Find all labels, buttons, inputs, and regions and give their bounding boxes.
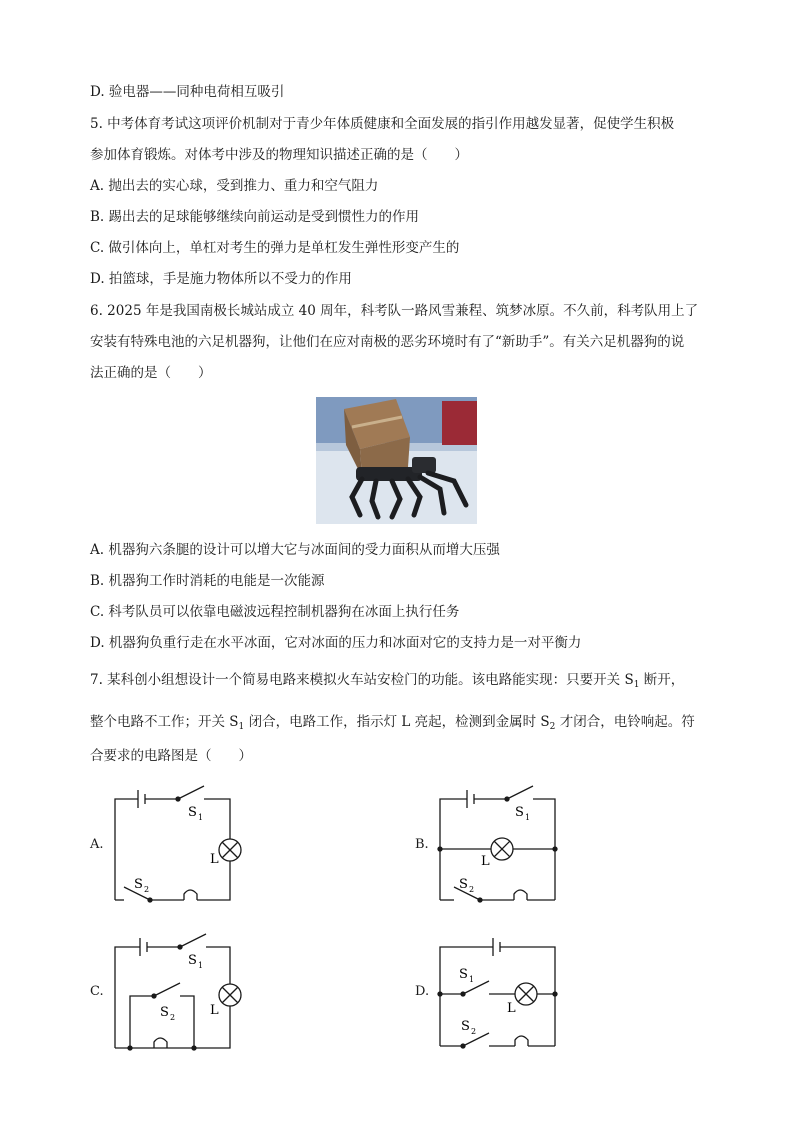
label-s1-sub: 1: [198, 813, 204, 822]
q7-stem-line1: [90, 671, 684, 694]
bell-icon: [154, 1038, 167, 1048]
circuit-diagram-c: [108, 928, 248, 1056]
q7-option-b-label: B.: [415, 837, 429, 852]
label-s2: S: [459, 877, 468, 892]
label-s2-sub: 2: [170, 1013, 176, 1022]
q6-stem-line2: 安装有特殊电池的六足机器狗，让他们在应对南极的恶劣环境时有了“新助手”。有关六足机器狗的说: [90, 334, 685, 350]
q5-stem-line1: 5. 中考体育考试这项评价机制对于青少年体质健康和全面发展的指引作用越发显著，促使学生积极: [90, 116, 675, 132]
q6-option-c: C. 科考队员可以依靠电磁波远程控制机器狗在冰面上执行任务: [90, 604, 460, 620]
switch-s2-icon: [465, 1033, 489, 1045]
label-lamp: L: [507, 1001, 516, 1016]
q7-stem2-text-b: 闭合，电路工作，指示灯 L 亮起，检测到金属时 S: [244, 714, 550, 730]
q5-stem-line2: 参加体育锻炼。对体考中涉及的物理知识描述正确的是（ ）: [90, 147, 468, 163]
switch-s2-icon: [156, 983, 180, 995]
switch-s1-icon: [180, 786, 204, 798]
bell-icon: [184, 890, 197, 900]
label-s2: S: [461, 1019, 470, 1034]
label-s2: S: [160, 1005, 169, 1020]
circuit-diagram-a: [110, 782, 250, 910]
q7-stem1-text-b: 断开，: [639, 672, 685, 688]
q6-stem-line3: 法正确的是（ ）: [90, 365, 212, 381]
robot-dog-photo: [316, 397, 477, 524]
label-s1-sub: 1: [469, 975, 475, 984]
label-s1: S: [188, 953, 197, 968]
label-s1-sub: 1: [525, 813, 531, 822]
circuit-diagram-b: [435, 782, 565, 910]
q6-option-d: D. 机器狗负重行走在水平冰面，它对冰面的压力和冰面对它的支持力是一对平衡力: [90, 635, 582, 651]
label-lamp: L: [210, 1003, 219, 1018]
q7-stem-line3: 合要求的电路图是（ ）: [90, 748, 252, 764]
switch-s1-icon: [182, 934, 206, 946]
label-s2-sub: 2: [471, 1027, 477, 1036]
q7-stem-line2: [90, 713, 695, 736]
q7-option-a-label: A.: [90, 837, 104, 852]
q7-stem2-sub1: 1: [238, 722, 245, 732]
q7-stem1-sub: 1: [633, 680, 640, 690]
circuit-diagram-d: [435, 928, 565, 1056]
label-s2-sub: 2: [469, 885, 475, 894]
bell-icon: [514, 890, 527, 900]
q7-option-d-label: D.: [415, 984, 430, 999]
q6-stem-line1: 6. 2025 年是我国南极长城站成立 40 周年，科考队一路风雪兼程、筑梦冰原。不久前，科考队用上了: [90, 303, 699, 319]
q5-option-c: C. 做引体向上，单杠对考生的弹力是单杠发生弹性形变产生的: [90, 240, 460, 256]
q7-stem2-text-c: 才闭合，电铃响起。符: [555, 714, 695, 730]
label-s1-sub: 1: [198, 961, 204, 970]
switch-s1-icon: [509, 786, 533, 798]
label-s2-sub: 2: [144, 885, 150, 894]
q7-option-c-label: C.: [90, 984, 104, 999]
q6-option-a: A. 机器狗六条腿的设计可以增大它与冰面间的受力面积从而增大压强: [90, 542, 500, 558]
q5-option-d: D. 拍篮球，手是施力物体所以不受力的作用: [90, 271, 352, 287]
label-lamp: L: [210, 852, 219, 867]
q4-option-d: D. 验电器——同种电荷相互吸引: [90, 84, 285, 100]
q7-stem2-sub2: 2: [549, 722, 556, 732]
label-s1: S: [459, 967, 468, 982]
label-s1: S: [515, 805, 524, 820]
bell-icon: [515, 1036, 528, 1046]
q6-option-b: B. 机器狗工作时消耗的电能是一次能源: [90, 573, 325, 589]
q7-stem2-text-a: 整个电路不工作；开关 S: [90, 714, 239, 730]
label-s1: S: [188, 805, 197, 820]
q5-option-a: A. 抛出去的实心球，受到推力、重力和空气阻力: [90, 178, 379, 194]
q5-option-b: B. 踢出去的足球能够继续向前运动是受到惯性力的作用: [90, 209, 420, 225]
q7-stem1-text-a: 7. 某科创小组想设计一个简易电路来模拟火车站安检门的功能。该电路能实现：只要开关 S: [90, 672, 634, 688]
label-s2: S: [134, 877, 143, 892]
label-lamp: L: [481, 854, 490, 869]
